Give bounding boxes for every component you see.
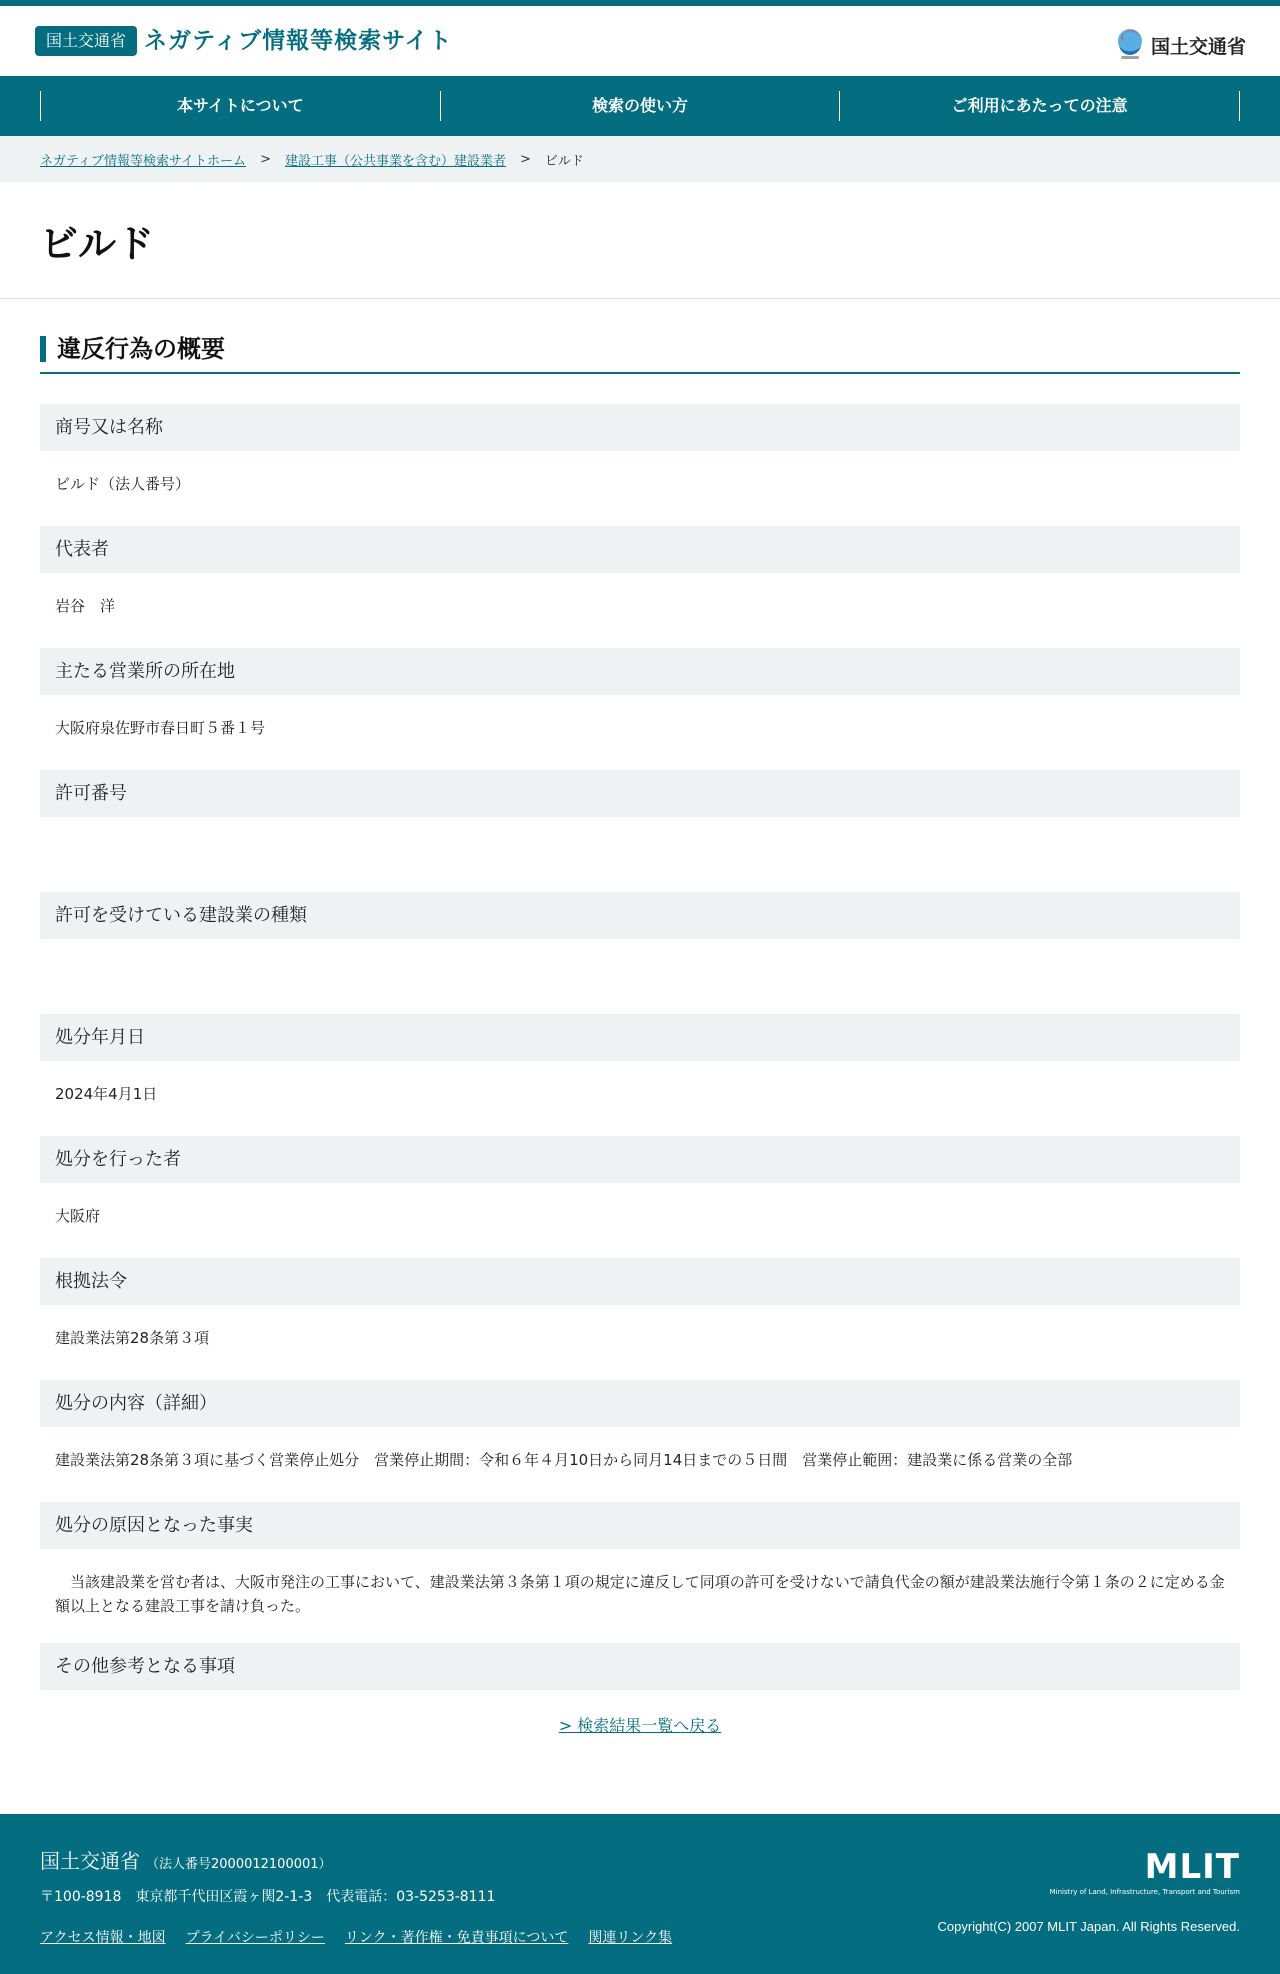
field-disposing-authority bbox=[40, 1136, 1240, 1233]
mlit-logo-text: 国土交通省 bbox=[1150, 35, 1246, 58]
site-title[interactable]: ネガティブ情報等検索サイト bbox=[144, 28, 453, 54]
field-value bbox=[40, 817, 1240, 867]
footer-link-copyright[interactable]: リンク・著作権・免責事項について bbox=[344, 1930, 569, 1946]
main-content bbox=[0, 335, 1280, 1740]
nav-item-notes[interactable]: ご利用にあたっての注意 bbox=[839, 91, 1240, 121]
page-title-area bbox=[0, 182, 1280, 299]
field-label: 商号又は名称 bbox=[40, 404, 1240, 451]
footer-copyright: Copyright(C) 2007 MLIT Japan. All Rights Reserved. bbox=[937, 1919, 1240, 1934]
section-heading: 違反行為の概要 bbox=[40, 335, 1240, 374]
footer-corp-number: （法人番号2000012100001） bbox=[146, 1857, 332, 1872]
site-footer bbox=[0, 1814, 1280, 1974]
back-to-results-link[interactable]: > 検索結果一覧へ戻る bbox=[558, 1716, 722, 1735]
field-value: 当該建設業を営む者は、大阪市発注の工事において、建設業法第３条第１項の規定に違反して同項の許可を受けないで請負代金の額が建設業法施行令第１条の２に定める金額以上となる建設工事を請け負った。 bbox=[55, 1573, 1225, 1615]
field-label: 許可を受けている建設業の種類 bbox=[40, 892, 1240, 939]
page-title: ビルド bbox=[40, 221, 155, 266]
field-label: 処分を行った者 bbox=[40, 1136, 1240, 1183]
footer-address: 〒100-8918 東京都千代田区霞ヶ関2-1-3 代表電話：03-5253-8111 bbox=[40, 1889, 496, 1905]
field-value bbox=[40, 939, 1240, 989]
back-link-area bbox=[0, 1713, 1280, 1736]
field-cause-facts bbox=[40, 1502, 1240, 1618]
breadcrumb-home-link[interactable]: ネガティブ情報等検索サイトホーム bbox=[40, 153, 247, 169]
footer-link-related[interactable]: 関連リンク集 bbox=[588, 1930, 673, 1946]
footer-brand-sub: Ministry of Land, Infrastructure, Transport and Tourism bbox=[1049, 1888, 1240, 1896]
field-label: 根拠法令 bbox=[40, 1258, 1240, 1305]
field-label: その他参考となる事項 bbox=[40, 1643, 1240, 1690]
field-value: ビルド（法人番号） bbox=[55, 475, 191, 493]
footer-link-privacy[interactable]: プライバシーポリシー bbox=[185, 1930, 325, 1946]
footer-org-name: 国土交通省 bbox=[40, 1849, 140, 1873]
site-header bbox=[0, 6, 1280, 76]
field-label: 処分の原因となった事実 bbox=[40, 1502, 1240, 1549]
footer-link-access[interactable]: アクセス情報・地図 bbox=[40, 1930, 166, 1946]
field-trade-name bbox=[40, 404, 1240, 501]
field-disposition-date bbox=[40, 1014, 1240, 1111]
mlit-emblem-icon bbox=[1115, 28, 1145, 62]
breadcrumb-separator: > bbox=[260, 151, 271, 167]
footer-brand: MLIT bbox=[1144, 1847, 1240, 1887]
field-label: 処分年月日 bbox=[40, 1014, 1240, 1061]
field-label: 許可番号 bbox=[40, 770, 1240, 817]
field-value: 大阪府泉佐野市春日町５番１号 bbox=[55, 719, 266, 737]
field-value: 2024年4月1日 bbox=[55, 1085, 158, 1103]
footer-mlit-logo bbox=[1049, 1847, 1240, 1896]
field-value: 岩谷 洋 bbox=[55, 597, 116, 615]
field-disposition-details bbox=[40, 1380, 1240, 1477]
field-value: 大阪府 bbox=[55, 1207, 101, 1225]
breadcrumb bbox=[0, 136, 1280, 182]
field-office-address bbox=[40, 648, 1240, 745]
breadcrumb-current: ビルド bbox=[544, 153, 584, 169]
field-representative bbox=[40, 526, 1240, 623]
field-label: 処分の内容（詳細） bbox=[40, 1380, 1240, 1427]
breadcrumb-separator: > bbox=[519, 151, 531, 167]
global-nav bbox=[0, 76, 1280, 136]
field-legal-basis bbox=[40, 1258, 1240, 1355]
mlit-logo[interactable] bbox=[1115, 28, 1246, 62]
field-label: 主たる営業所の所在地 bbox=[40, 648, 1240, 695]
nav-item-about[interactable]: 本サイトについて bbox=[40, 91, 440, 121]
field-value: 建設業法第28条第３項に基づく営業停止処分 営業停止期間：令和６年４月10日から同月14日までの５日間 営業停止範囲：建設業に係る営業の全部 bbox=[55, 1451, 1073, 1469]
field-label: 代表者 bbox=[40, 526, 1240, 573]
field-license-types bbox=[40, 892, 1240, 989]
nav-item-how-to-search[interactable]: 検索の使い方 bbox=[440, 91, 840, 121]
field-license-number bbox=[40, 770, 1240, 867]
breadcrumb-category-link[interactable]: 建設工事（公共事業を含む）建設業者 bbox=[284, 153, 506, 169]
ministry-badge[interactable]: 国土交通省 bbox=[35, 26, 137, 56]
field-value: 建設業法第28条第３項 bbox=[55, 1329, 210, 1347]
